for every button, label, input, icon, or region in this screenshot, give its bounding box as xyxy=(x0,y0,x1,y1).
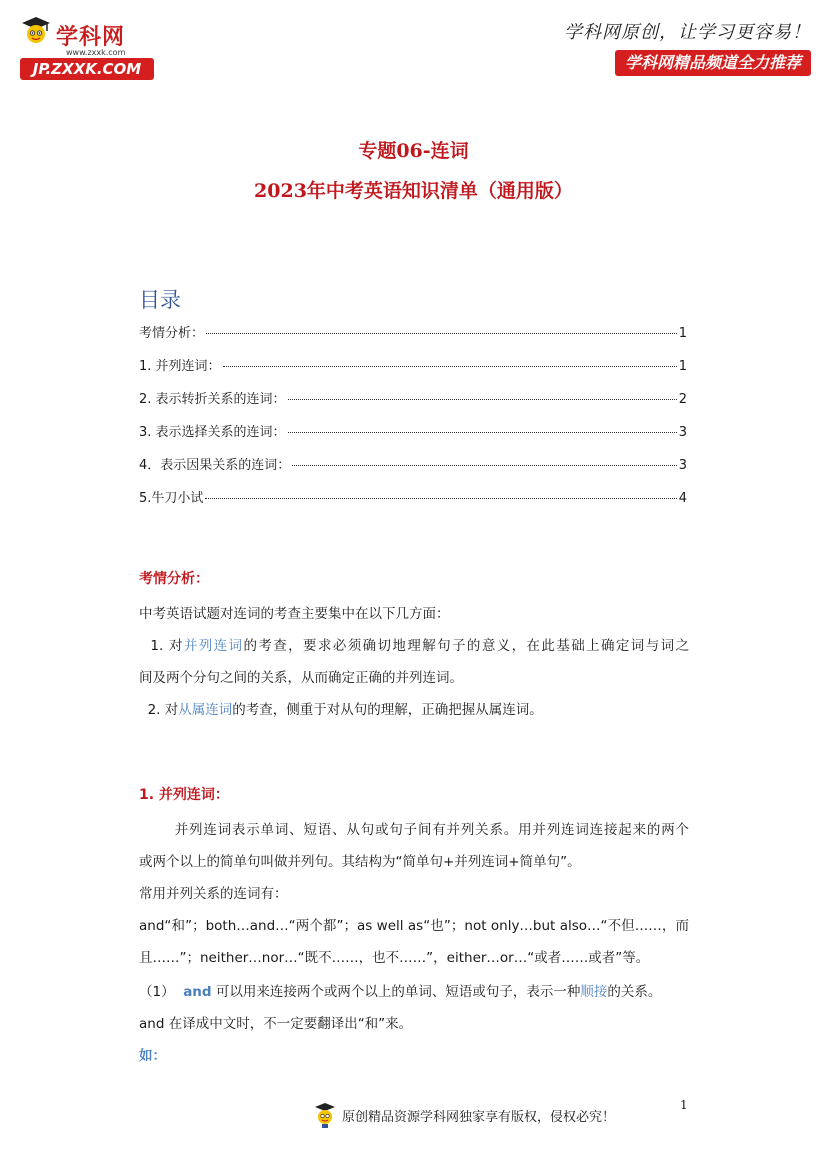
rule-text-end: 的关系。 xyxy=(607,984,662,1000)
toc-heading: 目录 xyxy=(139,288,181,312)
section1-para-line1 xyxy=(139,814,689,846)
toc-leader xyxy=(288,399,677,400)
toc-item-label: 4．表示因果关系的连词： xyxy=(139,458,291,473)
graduate-mascot-icon xyxy=(20,14,52,46)
toc-item-label: 1. 并列连词： xyxy=(139,359,221,374)
section-heading-coordinating: 1. 并列连词： xyxy=(139,787,229,803)
term-sequential: 顺接 xyxy=(580,984,608,1000)
copyright-notice: 原创精品资源学科网独家享有版权，侵权必究！ xyxy=(342,1109,616,1125)
section1-para-line2: 或两个以上的简单句叫做并列句。其结构为“简单句+并列连词+简单句”。 xyxy=(139,854,581,870)
rule-text: 可以用来连接两个或两个以上的单词、短语或句子，表示一种 xyxy=(211,984,581,1000)
term-coordinating-conjunction: 并列连词 xyxy=(183,638,244,654)
document-title: 专题06-连词 xyxy=(358,140,469,162)
conjunction-list-line1: and“和”；both…and…“两个都”；as well as“也”；not only…but also…“不但……，而 xyxy=(139,918,689,934)
analysis-item-1 xyxy=(139,630,689,662)
site-logo[interactable] xyxy=(20,14,170,84)
logo-badge[interactable]: JP.ZXXK.COM xyxy=(20,58,154,80)
toc-item-label: 考情分析： xyxy=(139,326,205,341)
item-number: 2. 对 xyxy=(147,702,179,718)
toc-item-label: 5.牛刀小试 xyxy=(139,491,204,506)
analysis-item-1-cont: 间及两个分句之间的关系，从而确定正确的并列连词。 xyxy=(139,670,463,686)
toc-item-page: 2 xyxy=(678,392,687,407)
item-text: 的考查，侧重于对从句的理解，正确把握从属连词。 xyxy=(232,702,543,718)
toc-item-label: 2. 表示转折关系的连词： xyxy=(139,392,286,407)
toc-leader xyxy=(288,432,677,433)
section-heading-analysis: 考情分析： xyxy=(139,571,209,587)
toc-leader xyxy=(292,465,676,466)
toc-item-page: 3 xyxy=(678,458,687,473)
document-subtitle: 2023年中考英语知识清单（通用版） xyxy=(254,180,573,202)
toc-item[interactable] xyxy=(139,322,687,355)
example-label: 如： xyxy=(139,1048,166,1064)
toc-item-label: 3. 表示选择关系的连词： xyxy=(139,425,286,440)
toc-item-page: 1 xyxy=(678,326,687,341)
toc-item[interactable] xyxy=(139,388,687,421)
logo-url: www.zxxk.com xyxy=(66,48,126,57)
common-conjunctions-label: 常用并列关系的连词有： xyxy=(139,886,288,902)
toc-leader xyxy=(206,333,677,334)
item-text: 的考查，要求必须确切地理解句子的意义，在此基础上确定词与词之 xyxy=(243,638,690,654)
term-subordinating-conjunction: 从属连词 xyxy=(178,702,233,718)
para-text: 并列连词表示单词、短语、从句或句子间有并列关系。用并列连词连接起来的两个 xyxy=(174,822,689,838)
header-slogan: 学科网原创，让学习更容易！ xyxy=(564,22,811,43)
item-number: 1. 对 xyxy=(150,638,184,654)
rule-and xyxy=(139,976,699,1008)
table-of-contents xyxy=(139,322,687,520)
toc-item-page: 1 xyxy=(678,359,687,374)
rule-number: （1） xyxy=(139,984,175,1000)
logo-name: 学科网 xyxy=(56,25,126,50)
toc-item[interactable] xyxy=(139,487,687,520)
rule-and-cont: and 在译成中文时，不一定要翻译出“和”来。 xyxy=(139,1016,413,1032)
graduate-mascot-icon xyxy=(314,1102,336,1128)
conjunction-list-line2: 且……”；neither…nor…“既不……，也不……”，either…or…“或者……或者”等。 xyxy=(139,950,650,966)
toc-leader xyxy=(205,498,676,499)
toc-item[interactable] xyxy=(139,421,687,454)
analysis-intro: 中考英语试题对连词的考查主要集中在以下几方面： xyxy=(139,606,450,622)
toc-item[interactable] xyxy=(139,355,687,388)
toc-item[interactable] xyxy=(139,454,687,487)
toc-item-page: 4 xyxy=(678,491,687,506)
toc-item-page: 3 xyxy=(678,425,687,440)
channel-badge[interactable]: 学科网精品频道全力推荐 xyxy=(615,50,811,76)
page-number: 1 xyxy=(680,1098,688,1112)
footer-notice xyxy=(314,1102,615,1128)
keyword-and: and xyxy=(183,984,212,1000)
toc-leader xyxy=(223,366,677,367)
analysis-item-2 xyxy=(139,694,689,726)
